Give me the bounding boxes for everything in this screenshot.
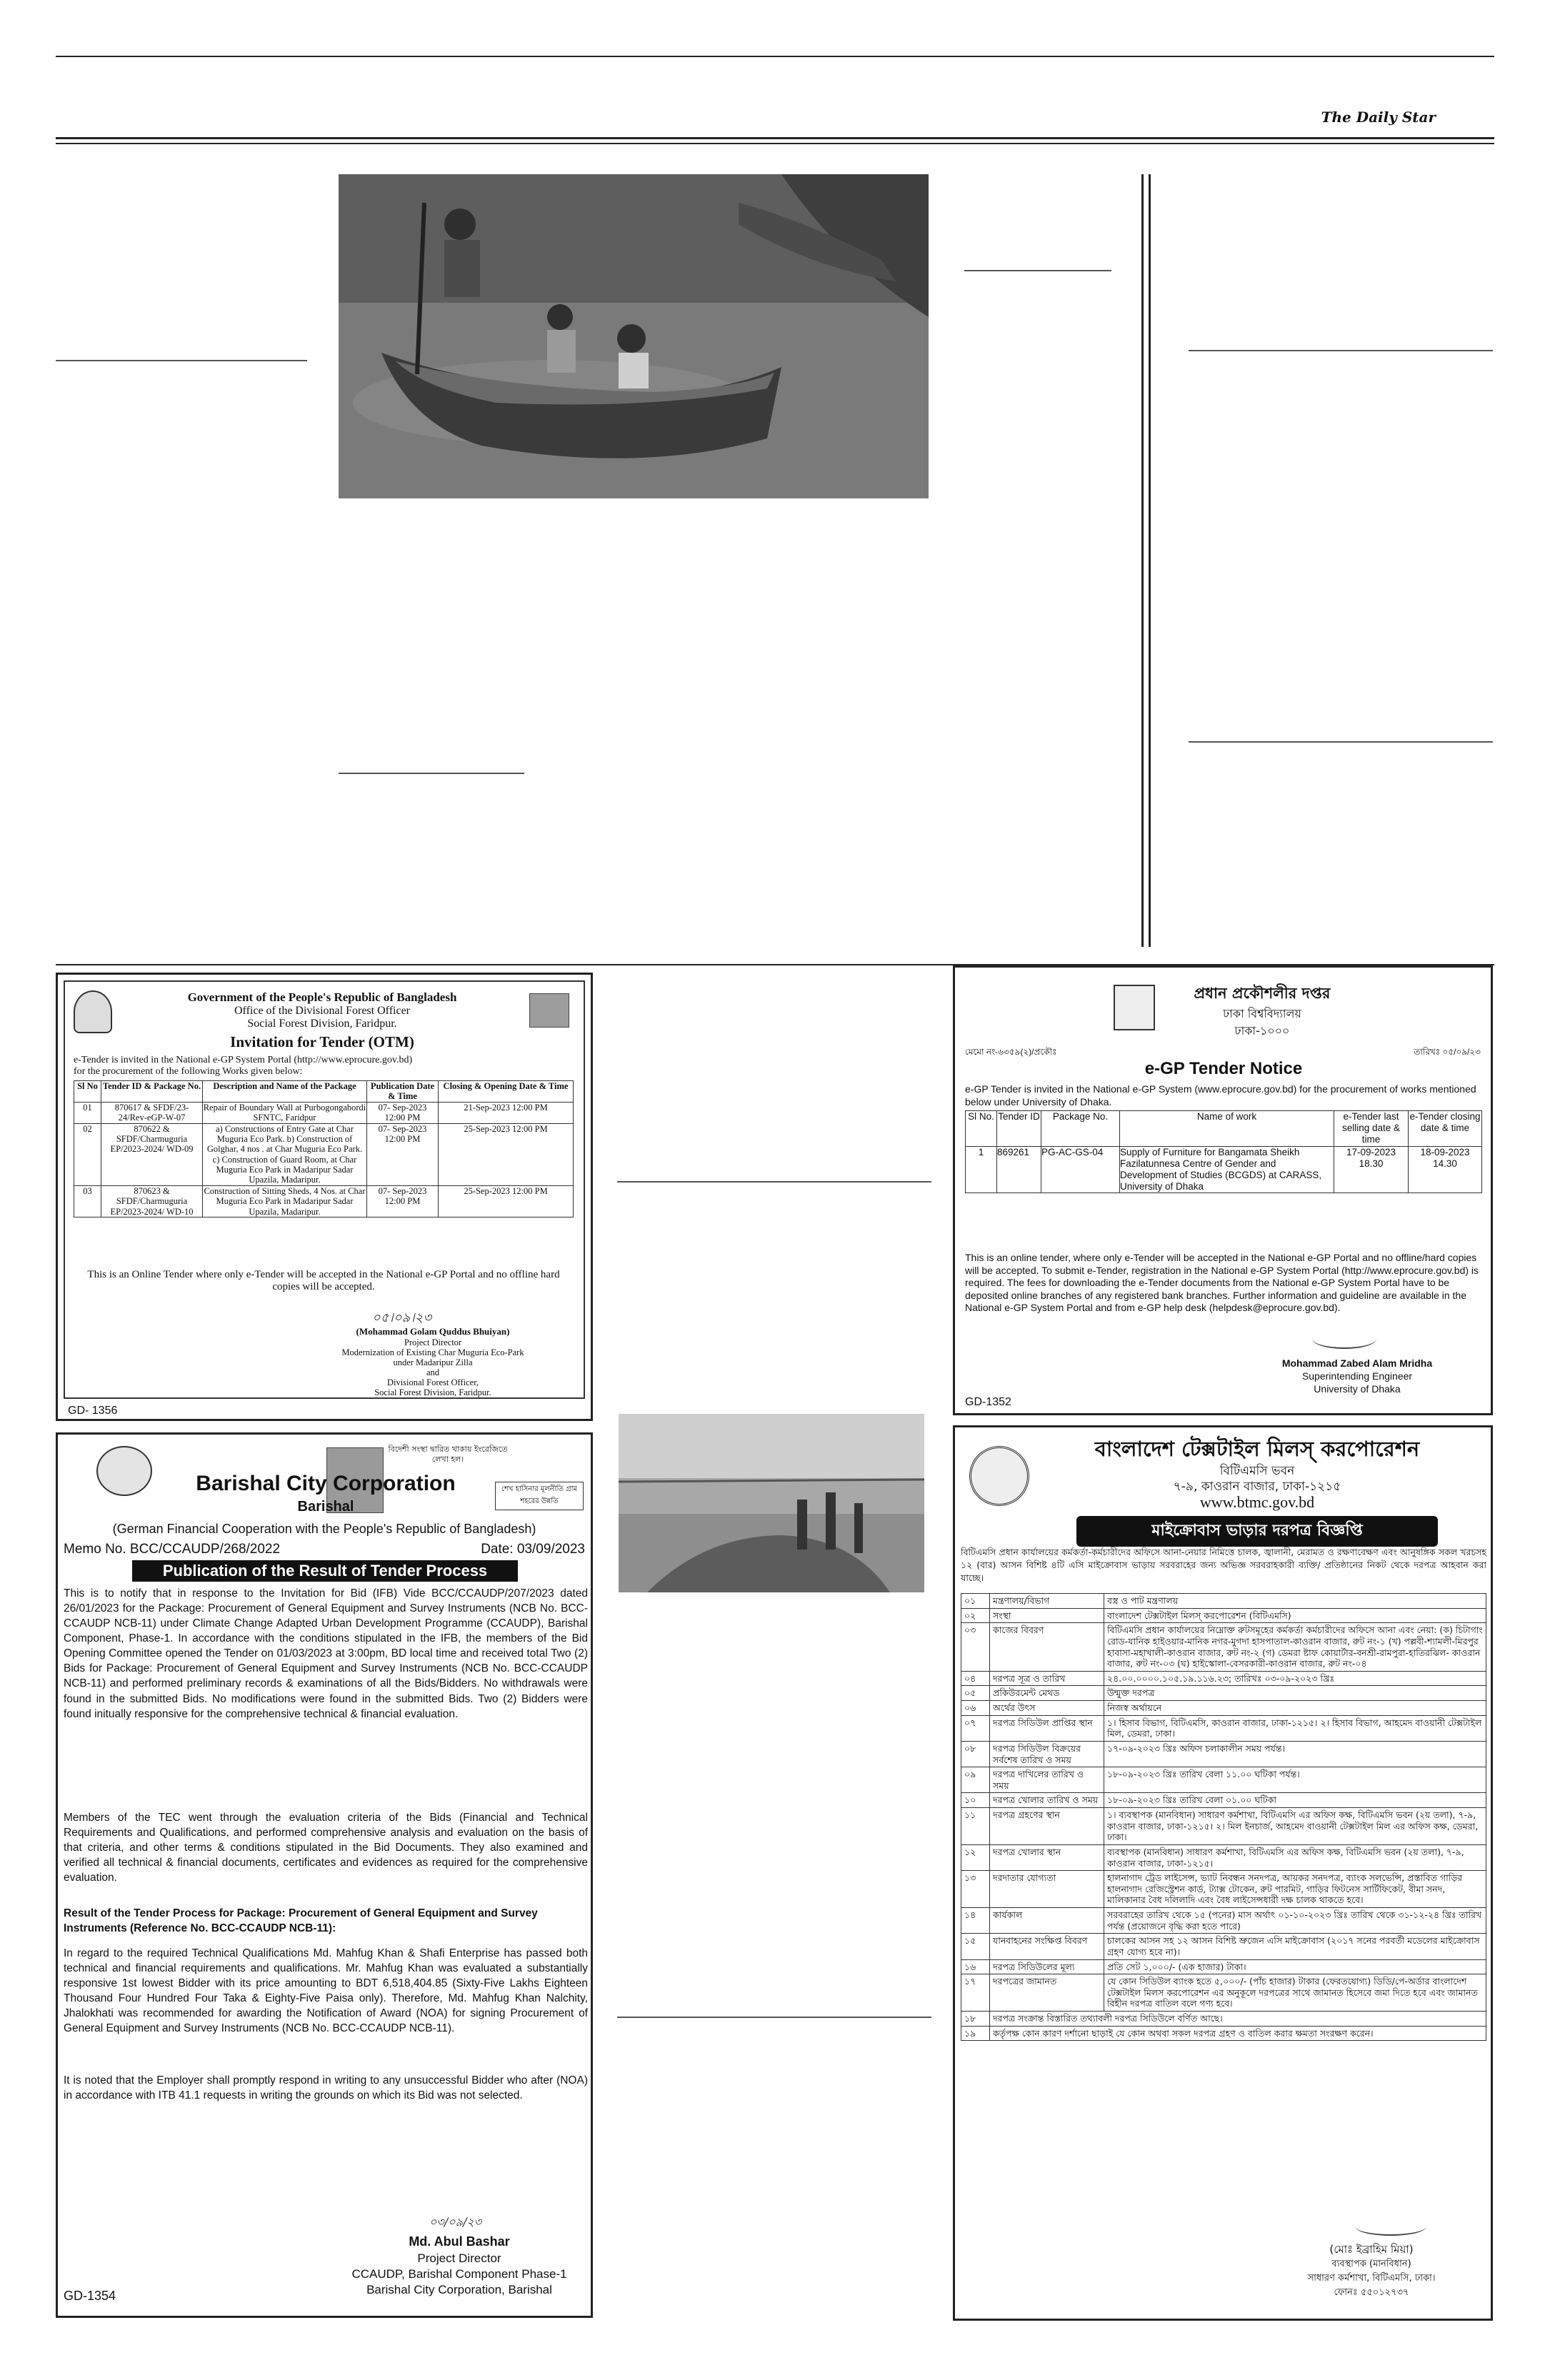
bcc-sig-line: Project Director xyxy=(417,2251,501,2265)
cell-sl: ১৩ xyxy=(961,1871,990,1908)
du-online-note: This is an online tender, where only e-Tender will be accepted in the National e-GP Portal and no offline/hard copies will be accepted. To submit e-Tender, registration in the National e-GP System Portal (http://www.eprocure.gov.bd) is required. The fees for downloading the e-Tender documents from the National e-GP System Portal have to be deposited online branches of any registered bank branches. Further information and guideline are available in the National e-GP System Portal and from e-GP help desk (helpdesk@eprocure.gov.bd). xyxy=(965,1252,1479,1313)
table-row xyxy=(961,1671,1486,1686)
cell-sl: ১৪ xyxy=(961,1908,990,1934)
cell-sl: ০৭ xyxy=(961,1715,990,1741)
bcc-sig-line: Barishal City Corporation, Barishal xyxy=(366,2283,552,2296)
table-row xyxy=(961,1793,1486,1808)
cell-sl: ১৬ xyxy=(961,1959,990,1974)
du-university-name: ঢাকা বিশ্ববিদ্যালয় xyxy=(1223,1007,1301,1020)
cell-value: চালকের আসন সহ ১২ আসন বিশিষ্ট ভ্রুজেন এসি মাইক্রোবাস (২০১৭ সনের পরবর্তী মডেলের মাইক্রোবাস গ্রহণ যোগ্য হবে না)। xyxy=(1104,1934,1486,1959)
table-row xyxy=(961,1908,1486,1934)
bcc-date: Date: 03/09/2023 xyxy=(481,1542,585,1557)
divider-right-1 xyxy=(1189,350,1493,351)
btmc-logo-emblem xyxy=(969,1446,1029,1506)
du-gd-number: GD-1352 xyxy=(965,1396,1011,1408)
cell-value: বিটিএমসি প্রধান কার্যালয়ের নিম্নোক্ত রুটসমূহের কর্মকর্তা কর্মচারীদের অফিসে আনা এবং নেয়া: (ক) চিটাগাং রোড-যানিক হাইওয়ার-মানিক নগর-মুগদা হাসপাতাল-কাওরান বাজার, রুট নং-১ (খ) পল্লবী-শ্যামলী-মিরপুর হাবাসা-মহাখালী-কাওরান বাজার, রুট নং-২ (গ) ডেমরা ষ্টাফ কোয়ার্টার-বনশ্রী-রামপুরা-হাতিরঝিল- কাওরান বাজার, রুট নং-০৩ (ঘ) হাইস্কোলা-বেসরকারী-কাওরান বাজার, রুট নং-০৪ xyxy=(1104,1623,1486,1672)
cell-value: ব্যবস্থাপক (মানবিধান) সাধারণ কর্মশাখা, বিটিএমসি এর অফিস কক্ষ, বিটিএমসি ভবন (২য় তলা), ৭-৯, কাওরান বাজার, ঢাকা-১২১৫। xyxy=(1104,1844,1486,1870)
cell-closing: 21-Sep-2023 12:00 PM xyxy=(439,1102,574,1123)
cell-value: সরবরাহের তারিখ থেকে ১৫ (পনের) মাস অর্থাৎ ০১-১০-২০২৩ খ্রিঃ তারিখ থেকে ৩১-১২-২৪ খ্রিঃ তারিখ পর্যন্ত (প্রয়োজনে বৃদ্ধি করা হতে পারে) xyxy=(1104,1908,1486,1934)
divider-photo-caption xyxy=(339,773,524,774)
riverbank-photo xyxy=(619,1414,924,1592)
du-signature-scribble xyxy=(1312,1329,1376,1349)
du-sig-title: Superintending Engineer xyxy=(1301,1370,1413,1382)
header-closing: Closing & Opening Date & Time xyxy=(439,1081,574,1103)
table-row xyxy=(961,1686,1486,1701)
table-header-row xyxy=(966,1111,1482,1147)
forest-office: Office of the Divisional Forest Officer xyxy=(234,1005,410,1017)
header-selling-date: e-Tender last selling date & time xyxy=(1334,1111,1409,1147)
du-logo-emblem xyxy=(1114,985,1155,1030)
cell-selling-date: 17-09-2023 18.30 xyxy=(1334,1146,1409,1193)
cell-sl: ০১ xyxy=(961,1594,990,1609)
cell-sl: ১০ xyxy=(961,1793,990,1808)
btmc-intro: বিটিএমসি প্রধান কার্যালয়ের কর্মকর্তা-কর্মচারীদের অফিসে আনা-নেয়ার নিমিত্তে চালক, জ্বালানী, মেরামত ও রক্ষণাবেক্ষণ এবং আনুষঙ্গিক সকল খরচসহ ১২ (বার) আসন বিশিষ্ট ৪টি এসি মাইক্রোবাস ভাড়ায় সরবরাহের জন্য অভিজ্ঞ সরবরাহকারী ব্যক্তি/ প্রতিষ্ঠানের নিকট থেকে দরপত্র আহবান করা যাচ্ছে। xyxy=(961,1547,1486,1584)
table-row xyxy=(74,1102,574,1123)
cell-label: কাজের বিবরণ xyxy=(990,1623,1104,1672)
cell-value: উন্মুক্ত দরপত্র xyxy=(1104,1686,1486,1701)
divider-mid-1 xyxy=(617,1181,931,1183)
du-intro: e-GP Tender is invited in the National e-GP System (www.eprocure.gov.bd) for the procurement of works mentioned below under University of Dhaka. xyxy=(965,1083,1476,1108)
forest-sig-line: and xyxy=(426,1367,440,1377)
table-row xyxy=(961,1871,1486,1908)
cell-sl: ০৫ xyxy=(961,1686,990,1701)
cell-label: দরপত্র খোলার স্থান xyxy=(990,1844,1104,1870)
bcc-logo-emblem xyxy=(96,1446,152,1496)
cell-tender-id: 870622 & SFDF/Charmuguria EP/2023-2024/ WD-09 xyxy=(101,1123,203,1185)
btmc-details-table xyxy=(961,1593,1486,2041)
divider-mid-2 xyxy=(617,2017,931,2018)
cell-value: বাংলাদেশ টেক্সটাইল মিলস্ করপোরেশন (বিটিএমসি) xyxy=(1104,1608,1486,1623)
table-row xyxy=(961,1844,1486,1870)
du-sig-org: University of Dhaka xyxy=(1314,1383,1401,1395)
btmc-sig-title: ব্যবস্থাপক (মানবিধান) xyxy=(1331,2259,1411,2269)
bcc-memo: Memo No. BCC/CCAUDP/268/2022 xyxy=(64,1542,281,1557)
header-sl: Sl No. xyxy=(966,1111,997,1147)
forest-sig-line: Modernization of Existing Char Muguria Eco-Park xyxy=(341,1347,524,1357)
cell-closing: 25-Sep-2023 12:00 PM xyxy=(439,1185,574,1217)
cell-label: দরপত্র খোলার তারিখ ও সময় xyxy=(990,1793,1104,1808)
cell-value: হালনাগাদ ট্রেড লাইসেন্স, ভ্যাট নিবন্ধন সনদপত্র, আয়কর সনদপত্র, ব্যাংক সলভেন্সি, প্রস্তাবিত গাড়ির হালনাগাদ রেজিস্ট্রেশন কার্ড, ট্যাক্স টোকেন, রুট পারমিট, গাড়ির ফিটনেস সার্টিফিকেট, বীমা সনদ, মালিকানার বৈধ দলিলাদি এবং বৈধ লাইসেন্সধারী দক্ষ চালক থাকতে হবে। xyxy=(1104,1871,1486,1908)
header-rule-1 xyxy=(56,137,1494,139)
cell-sl: ০৪ xyxy=(961,1671,990,1686)
forest-sig-line: Social Forest Division, Faridpur. xyxy=(374,1387,491,1397)
forest-sig-line: Divisional Forest Officer, xyxy=(386,1377,479,1387)
table-row xyxy=(961,1594,1486,1609)
cell-label: দরপত্রের জামানত xyxy=(990,1974,1104,2012)
cell-sl: ০৮ xyxy=(961,1741,990,1767)
cell-tender-id: 870623 & SFDF/Charmuguria EP/2023-2024/ WD-10 xyxy=(101,1185,203,1217)
cell-label: প্রকিউরমেন্ট মেথড xyxy=(990,1686,1104,1701)
table-row xyxy=(966,1146,1482,1193)
cell-sl: ১১ xyxy=(961,1808,990,1845)
cell-label: মন্ত্রণালয়/বিভাগ xyxy=(990,1594,1104,1609)
cell-package: PG-AC-GS-04 xyxy=(1041,1146,1120,1193)
bcc-title: Barishal City Corporation xyxy=(196,1472,456,1495)
divider-mid-right xyxy=(964,270,1111,271)
bcc-paragraph-4: In regard to the required Technical Qualifications Md. Mahfug Khan & Shafi Enterprise has passed both technical and financial requirements and qualifications. Mr. Mahfug Khan was evaluated a substantially responsive 1st lowest Bidder with its price amounting to BDT 6,518,404.85 (Sixty-Five Lakhs Eighteen Thousand Four Hundred Four Taka & Eighty-Five Paisa only). Therefore, Md. Mahfug Khan Nalchity, Jhalokhati was recommended for awarding the Notification of Award (NOA) for signing Procurement of General Equipment and Survey Instruments (NCB No. BCC-CCAUDP NCB-11). xyxy=(64,1947,588,2035)
table-row xyxy=(961,1741,1486,1767)
btmc-website: www.btmc.gov.bd xyxy=(1199,1493,1315,1511)
du-memo: মেমো নং-৬৩৫৯(২)/প্রকৌঃ xyxy=(965,1047,1057,1057)
cell-label: দরপত্র সূত্র ও তারিখ xyxy=(990,1671,1104,1686)
table-row xyxy=(961,1623,1486,1672)
header-closing-date: e-Tender closing date & time xyxy=(1409,1111,1482,1147)
cell-label: সংস্থা xyxy=(990,1608,1104,1623)
cell-tender-id: 870617 & SFDF/23-24/Rev-eGP-W-07 xyxy=(101,1102,203,1123)
cell-label: দরপত্র সিডিউল প্রাপ্তির স্থান xyxy=(990,1715,1104,1741)
table-row xyxy=(961,2026,1486,2041)
btmc-title: বাংলাদেশ টেক্সটাইল মিলস্ করপোরেশন xyxy=(1094,1437,1420,1461)
barishal-city-corporation-ad xyxy=(56,1432,593,2318)
header-tender-id: Tender ID & Package No. xyxy=(101,1081,203,1103)
forest-intro-1: e-Tender is invited in the National e-GP System Portal (http://www.eprocure.gov.bd) xyxy=(74,1055,413,1065)
cell-sl: 02 xyxy=(74,1123,101,1185)
cell-value: ১৮-০৯-২০২৩ খ্রিঃ তারিখ বেলা ০১.০০ ঘটিকা xyxy=(1104,1793,1486,1808)
bcc-paragraph-2: Members of the TEC went through the evaluation criteria of the Bids (Financial and Technical Requirements and Qualifications, and performed comprehensive analysis and evaluation on the basis of that criteria, and other terms & conditions stipulated in the Bid Documents. They also examined and verified all technical & financial documents, certificates and evidences as required for the comprehensive evaluation. xyxy=(64,1812,588,1884)
cell-value: প্রতি সেট ১,০০০/- (এক হাজার) টাকা। xyxy=(1104,1959,1486,1974)
forest-division: Social Forest Division, Faridpur. xyxy=(247,1018,397,1030)
du-signer: Mohammad Zabed Alam Mridha xyxy=(1281,1357,1433,1369)
table-row xyxy=(74,1185,574,1217)
cell-sl: ০৩ xyxy=(961,1623,990,1672)
cell-note: দরপত্র সংক্রান্ত বিস্তারিত তথ্যাবলী দরপত্র সিডিউলে বর্ণিত আছে। xyxy=(990,2012,1486,2027)
du-date: তারিখঃ ০৫/০৯/২৩ xyxy=(1414,1047,1481,1057)
du-office-title: প্রধান প্রকৌশলীর দপ্তর xyxy=(1194,985,1331,1002)
cell-closing: 25-Sep-2023 12:00 PM xyxy=(439,1123,574,1185)
cell-publication: 07- Sep-2023 12:00 PM xyxy=(367,1123,439,1185)
table-header-row xyxy=(74,1081,574,1103)
cell-label: দরপত্র সিডিউল বিক্রয়ের সর্বশেষ তারিখ ও সময় xyxy=(990,1741,1104,1767)
bcc-sig-line: CCAUDP, Barishal Component Phase-1 xyxy=(351,2267,567,2281)
riverbank-illustration xyxy=(619,1414,924,1592)
table-row xyxy=(961,1808,1486,1845)
cell-sl: 1 xyxy=(966,1146,997,1193)
header-description: Description and Name of the Package xyxy=(203,1081,367,1103)
cell-label: দরদাতার যোগ্যতা xyxy=(990,1871,1104,1908)
btmc-address: ৭-৯, কাওরান বাজার, ঢাকা-১২১৫ xyxy=(1173,1480,1341,1494)
cell-description: Repair of Boundary Wall at Purbogongabordi SFNTC, Faridpur xyxy=(203,1102,366,1123)
cell-description: a) Constructions of Entry Gate at Char Muguria Eco Park. b) Construction of Golghar, 4 nos . at Char Muguria Eco Park. c) Construction of Guard Room, at Char Muguria Eco Park in Madaripur Sadar Upazila, Madaripur. xyxy=(203,1123,367,1185)
cell-sl: ১৮ xyxy=(961,2012,990,2027)
table-row xyxy=(961,1974,1486,2012)
cell-sl: ০২ xyxy=(961,1608,990,1623)
bcc-slogan-badge: শেখ হাসিনার মূলনীতি গ্রাম শহরের উন্নতি xyxy=(495,1482,584,1510)
cell-name-of-work: Supply of Furniture for Bangamata Sheikh Fazilatunnesa Centre of Gender and Development of Studies (BCGDS) at CARASS, University of Dhaka xyxy=(1120,1146,1334,1193)
table-row xyxy=(961,2012,1486,2027)
header-name-of-work: Name of work xyxy=(1120,1111,1334,1147)
cell-value: ১৮-০৯-২০২৩ খ্রিঃ তারিখ বেলা ১১.০০ ঘটিকা পর্যন্ত। xyxy=(1104,1767,1486,1793)
btmc-signer: (মোঃ ইব্রাহিম মিয়া) xyxy=(1329,2243,1414,2256)
table-row xyxy=(961,1701,1486,1716)
btmc-microbus-tender xyxy=(953,1425,1493,2321)
bcc-paragraph-1: This is to notify that in response to the Invitation for Bid (IFB) Vide BCC/CCAUDP/207/2023 dated 26/01/2023 for the Package: Procurement of General Equipment and Survey Instruments (NCB No. BCC-CCAUDP NCB-11) under Climate Change Adapted Urban Development Programme (CCAUDP), Barishal Component, Phase-1. In accordance with the conditions stipulated in the IFB, the members of the Bid Opening Committee opened the Tender on 01/03/2023 at 3:00pm, BD local time and received total Two (2) Bids for Package: Procurement of General Equipment and Survey Instruments (NCB No. BCC-CCAUDP NCB-11) and performed preliminary records & examinations of all the Bids/Bidders. No withdrawals were found in the submitted Bids. No modifications were found in the submitted Bids. Two (2) Bidders were found initually responsive for the comprehensive technical & financial evaluation. xyxy=(64,1587,588,1720)
du-notice-title: e-GP Tender Notice xyxy=(1144,1059,1303,1078)
bcc-result-heading: Result of the Tender Process for Package: Procurement of General Equipment and Survey Instruments (Reference No. BCC-CCAUDP NCB-11): xyxy=(64,1907,538,1935)
bcc-city: Barishal xyxy=(297,1499,354,1515)
cell-value: নিজস্ব অর্থায়নে xyxy=(1104,1701,1486,1716)
forest-gov-heading: Government of the People's Republic of Bangladesh xyxy=(187,990,457,1004)
header-publication: Publication Date & Time xyxy=(367,1081,439,1103)
column-rule-2 xyxy=(1149,174,1151,947)
cell-label: দরপত্র দাখিলের তারিখ ও সময় xyxy=(990,1767,1104,1793)
cell-sl: ১৫ xyxy=(961,1934,990,1959)
cell-label: দরপত্র সিডিউলের মূল্য xyxy=(990,1959,1104,1974)
btmc-phone: ফোনঃ ৫৫০১২৭৩৭ xyxy=(1334,2287,1409,2298)
bcc-signature-date: ০৩/০৯/২৩ xyxy=(429,2215,482,2229)
cell-tender-id: 869261 xyxy=(997,1146,1041,1193)
header-sl: Sl No xyxy=(74,1081,101,1103)
table-row xyxy=(961,1608,1486,1623)
cell-label: অর্থের উৎস xyxy=(990,1701,1104,1716)
forest-signature-date: ০৫।০৯।২৩ xyxy=(372,1310,432,1325)
forest-sig-line: under Madaripur Zilla xyxy=(393,1357,473,1367)
forest-intro-2: for the procurement of the following Works given below: xyxy=(74,1066,303,1077)
top-rule xyxy=(56,56,1494,57)
du-egp-notice xyxy=(953,965,1493,1415)
header-rule-2 xyxy=(56,143,1494,144)
cell-value: বস্ত্র ও পাট মন্ত্রণালয় xyxy=(1104,1594,1486,1609)
btmc-banner: মাইক্রোবাস ভাড়ার দরপত্র বিজ্ঞপ্তি xyxy=(1076,1516,1438,1547)
cell-sl: 03 xyxy=(74,1185,101,1217)
forest-tender-table xyxy=(74,1080,574,1217)
cell-sl: ০৯ xyxy=(961,1767,990,1793)
boat-children-photo xyxy=(339,174,929,498)
cell-sl: ১২ xyxy=(961,1844,990,1870)
forest-signer: (Mohammad Golam Quddus Bhuiyan) xyxy=(356,1326,510,1337)
bcc-cooperation: (German Financial Cooperation with the People's Republic of Bangladesh) xyxy=(112,1522,536,1536)
cell-value: ১। হিসাব বিভাগ, বিটিএমসি, কাওরান বাজার, ঢাকা-১২১৫। ২। হিসাব বিভাগ, আহমেদ বাওয়ানী টেক্সটাইল মিল, ডেমরা, ঢাকা। xyxy=(1104,1715,1486,1741)
divider-left-top xyxy=(56,360,307,361)
cell-publication: 07- Sep-2023 12:00 PM xyxy=(367,1185,439,1217)
cell-value: যে কোন সিডিউল ব্যাংক হতে ৫,০০০/- (পাঁচ হাজার) টাকার (ফেরতযোগ্য) ডিডি/পে-অর্ডার বাংলাদেশ টেক্সটাইল মিলস করপোরেশন এর অনুকূলে দরপত্রের সাথে জামানত হিসেবে জমা দিতে হবে এবং জামানত বিহীন দরপত্র বাতিল বলে গণ্য হবে। xyxy=(1104,1974,1486,2012)
cell-sl: ০৬ xyxy=(961,1701,990,1716)
forest-tender-ad xyxy=(56,973,593,1421)
table-row xyxy=(961,1767,1486,1793)
cell-description: Construction of Sitting Sheds, 4 Nos. at Char Muguria Eco Park in Madaripur Sadar Upazila, Madaripur. xyxy=(204,1185,366,1217)
cell-value: ২৪.০০.০০০০.১০৫.১৯.১১৬.২৩; তারিখঃ ০৩-০৯-২০২৩ খ্রিঃ xyxy=(1104,1671,1486,1686)
cell-label: দরপত্র গ্রহণের স্থান xyxy=(990,1808,1104,1845)
table-row xyxy=(961,1959,1486,1974)
du-city: ঢাকা-১০০০ xyxy=(1234,1024,1290,1038)
header-tender-id: Tender ID xyxy=(997,1111,1041,1147)
btmc-signature-scribble xyxy=(1355,2217,1426,2236)
divider-right-2 xyxy=(1189,741,1493,743)
boat-photo-illustration xyxy=(339,174,929,498)
forest-emblem xyxy=(74,990,112,1033)
forest-title: Invitation for Tender (OTM) xyxy=(230,1033,414,1050)
forest-portrait xyxy=(529,993,569,1028)
forest-gd-number: GD- 1356 xyxy=(68,1405,118,1417)
bcc-english-note: বিদেশী সংস্থা দ্বারিত থাকায় ইংরেজিতে লেখা হল। xyxy=(388,1445,508,1465)
bcc-signer: Md. Abul Bashar xyxy=(409,2234,510,2249)
btmc-sig-org: সাধারণ কর্মশাখা, বিটিএমসি, ঢাকা। xyxy=(1307,2273,1436,2284)
masthead-logo: The Daily Star xyxy=(1321,109,1436,126)
table-row xyxy=(961,1934,1486,1959)
column-rule-1 xyxy=(1141,174,1144,947)
bcc-banner: Publication of the Result of Tender Process xyxy=(132,1560,518,1582)
table-row xyxy=(74,1123,574,1185)
cell-closing-date: 18-09-2023 14.30 xyxy=(1409,1146,1482,1193)
cell-label: যানবাহনের সংক্ষিপ্ত বিবরণ xyxy=(990,1934,1104,1959)
header-package: Package No. xyxy=(1041,1111,1120,1147)
du-tender-table xyxy=(965,1110,1482,1193)
cell-sl: ১৯ xyxy=(961,2026,990,2041)
forest-online-note: This is an Online Tender where only e-Tender will be accepted in the National e-GP Portal and no offline hard copies will be accepted. xyxy=(87,1269,560,1292)
cell-value: ১৭-০৯-২০২৩ খ্রিঃ অফিস চলাকালীন সময় পর্যন্ত। xyxy=(1104,1741,1486,1767)
bcc-gd-number: GD-1354 xyxy=(64,2289,116,2303)
cell-sl: 01 xyxy=(74,1102,101,1123)
table-row xyxy=(961,1715,1486,1741)
cell-sl: ১৭ xyxy=(961,1974,990,2012)
cell-note: কর্তৃপক্ষ কোন কারণ দর্শানো ছাড়াই যে কোন অথবা সকল দরপত্র গ্রহণ ও বাতিল করার ক্ষমতা সংরক্ষণ করেন। xyxy=(990,2026,1486,2041)
cell-publication: 07- Sep-2023 12:00 PM xyxy=(367,1102,439,1123)
btmc-bhaban: বিটিএমসি ভবন xyxy=(1219,1464,1295,1478)
bcc-paragraph-5: It is noted that the Employer shall promptly respond in writing to any unsuccessful Bidder who after (NOA) in accordance with ITB 41.1 requests in writing the grounds on which its Bid was not selected. xyxy=(64,2074,588,2102)
cell-label: কার্যকাল xyxy=(990,1908,1104,1934)
cell-value: ১। ব্যবস্থাপক (মানবিধান) সাধারণ কর্মশাখা, বিটিএমসি এর অফিস কক্ষ, বিটিএমসি ভবন (২য় তলা), ৭-৯, কাওরান বাজার, ঢাকা-১২১৫। ২। মিল ইনচার্জ, আহমেদ বাওয়ানী টেক্সটাইল মিল এর অফিস কক্ষ, ডেমরা, ঢাকা। xyxy=(1104,1808,1486,1845)
forest-sig-line: Project Director xyxy=(404,1337,462,1347)
